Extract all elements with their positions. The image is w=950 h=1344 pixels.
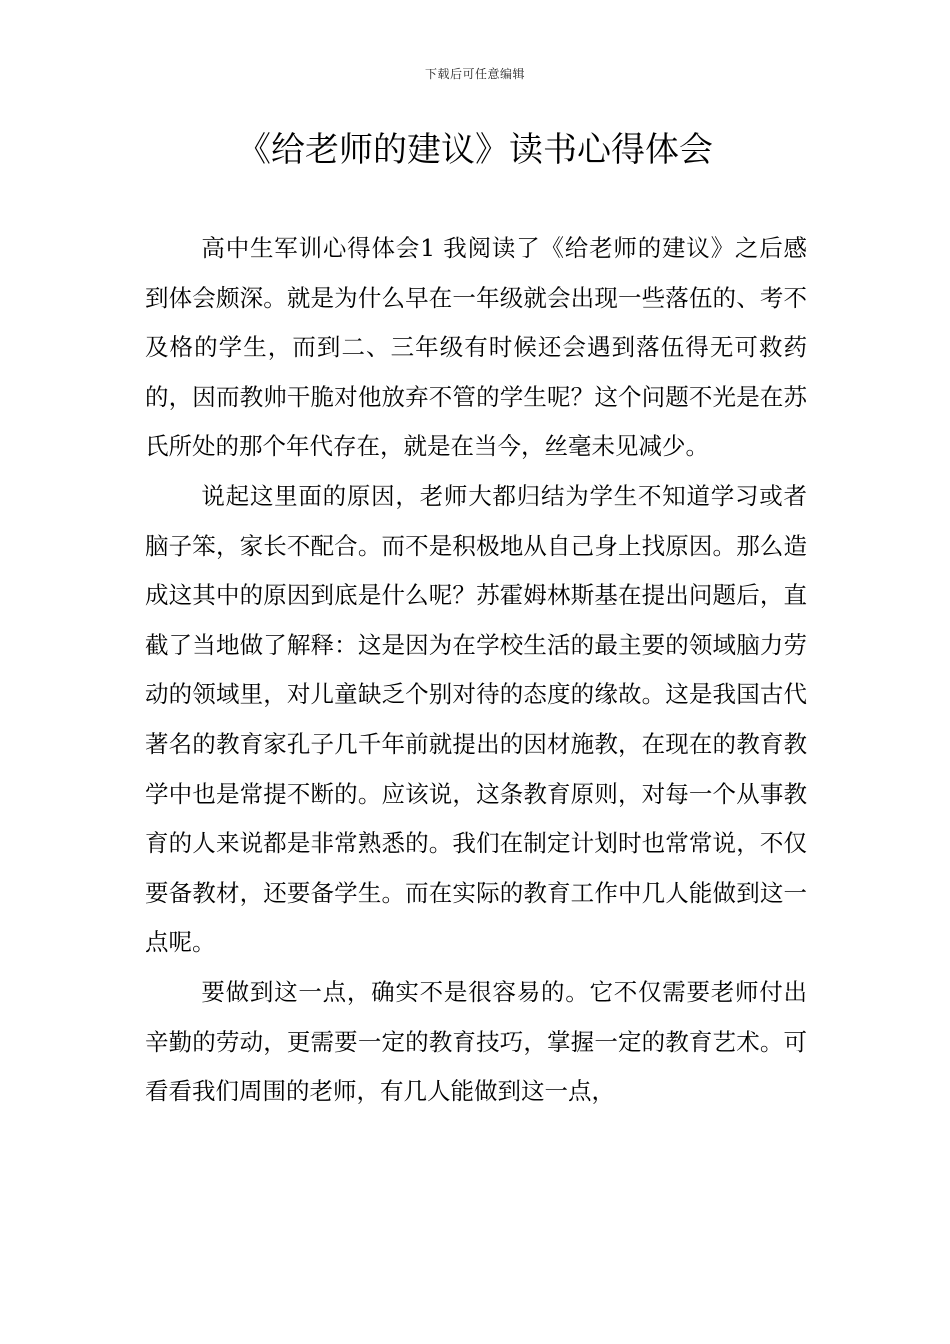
page-header-note: 下载后可任意编辑	[424, 67, 525, 81]
document-title: 《给老师的建议》读书心得体会	[237, 130, 713, 170]
document-body	[145, 224, 807, 1117]
paragraph-3: 要做到这一点，确实不是很容易的。它不仅需要老师付出辛勤的劳动，更需要一定的教育技巧，掌握一定的教育艺术。可看看我们周围的老师，有几人能做到这一点，	[145, 977, 807, 1106]
paragraph-1: 高中生军训心得体会1 我阅读了《给老师的建议》之后感到体会颇深。就是为什么早在一年级就会出现一些落伍的、考不及格的学生，而到二、三年级有时候还会遇到落伍得无可救药的，因而教帅干脆对他放弃不管的学生呢？这个问题不光是在苏氏所处的那个年代存在，就是在当今，丝毫未见减少。	[145, 234, 807, 461]
paragraph-2: 说起这里面的原因，老师大都归结为学生不知道学习或者脑子笨，家长不配合。而不是积极地从自己身上找原因。那么造成这其中的原因到底是什么呢？苏霍姆林斯基在提出问题后，直截了当地做了解释：这是因为在学校生活的最主要的领域脑力劳动的领域里，对儿童缺乏个别对待的态度的缘故。这是我国古代著名的教育家孔子几千年前就提出的因材施教，在现在的教育教学中也是常提不断的。应该说，这条教育原则，对每一个从事教育的人来说都是非常熟悉的。我们在制定计划时也常常说，不仅要备教材，还要备学生。而在实际的教育工作中几人能做到这一点呢。	[145, 481, 807, 957]
